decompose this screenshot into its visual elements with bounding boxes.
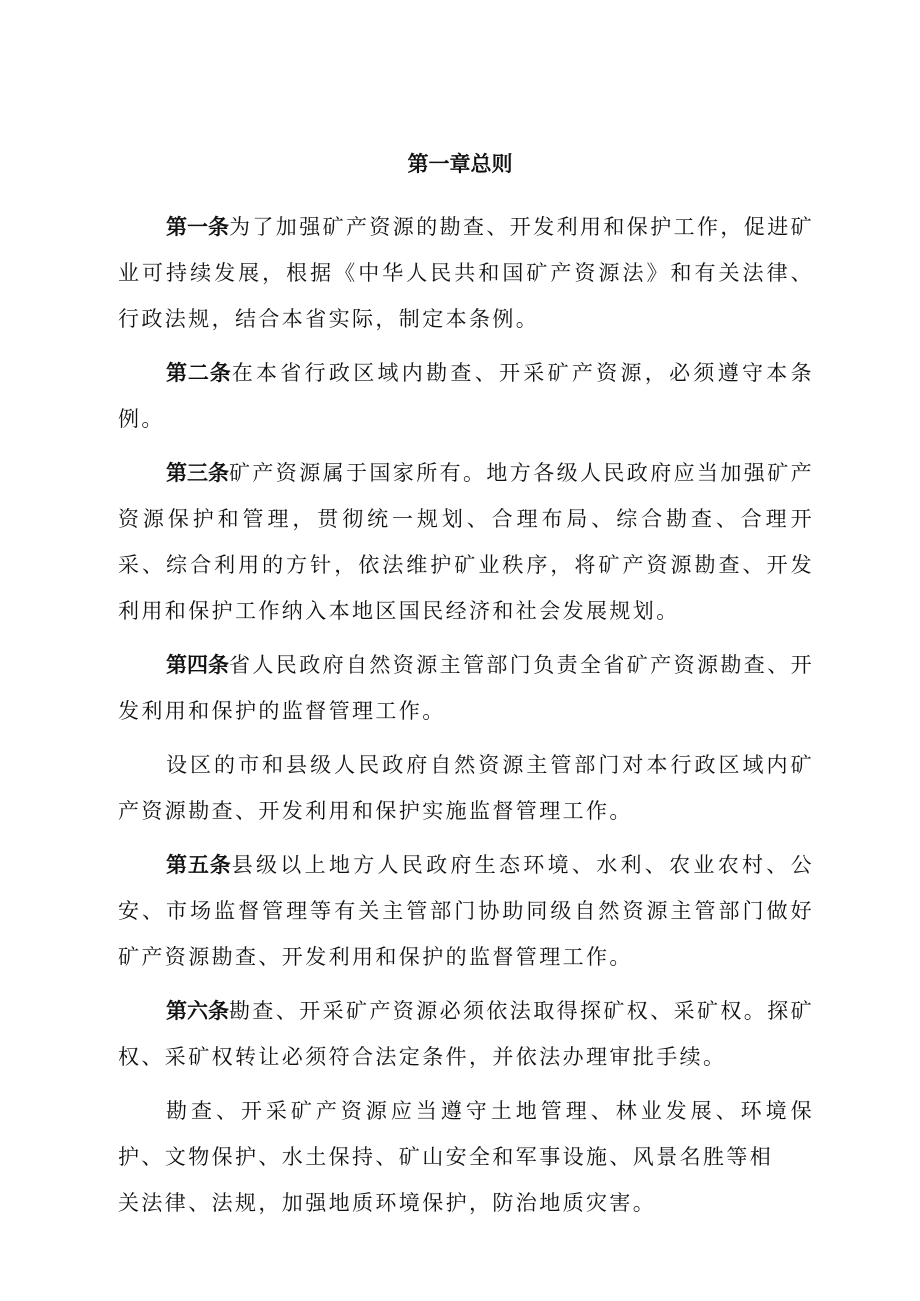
article-5 <box>118 842 814 980</box>
article-label: 第六条 <box>166 999 229 1023</box>
article-1 <box>118 204 814 342</box>
article-label: 第四条 <box>166 653 229 677</box>
article-3 <box>118 450 814 634</box>
article-text: 县级以上地方人民政府生态环境、水利、农业农村、公安、市场监督管理等有关主管部门协助同级自然资源主管部门做好矿产资源勘查、开发利用和保护的监督管理工作。 <box>118 853 814 969</box>
article-6 <box>118 988 814 1080</box>
article-4 <box>118 642 814 734</box>
article-text: 为了加强矿产资源的勘查、开发利用和保护工作，促进矿业可持续发展，根据《中华人民共和国矿产资源法》和有关法律、行政法规，结合本省实际，制定本条例。 <box>118 215 814 331</box>
document-body <box>118 204 814 1226</box>
article-6-clause-2 <box>118 1088 814 1226</box>
article-text: 在本省行政区域内勘查、开采矿产资源，必须遵守本条例。 <box>118 361 814 431</box>
article-2 <box>118 350 814 442</box>
article-4-clause-2 <box>118 742 814 834</box>
article-text: 省人民政府自然资源主管部门负责全省矿产资源勘查、开发利用和保护的监督管理工作。 <box>118 653 814 723</box>
clause-text: 设区的市和县级人民政府自然资源主管部门对本行政区域内矿产资源勘查、开发利用和保护实施监督管理工作。 <box>118 753 814 823</box>
article-label: 第五条 <box>166 853 232 877</box>
article-label: 第三条 <box>166 461 229 485</box>
article-text: 勘查、开采矿产资源必须依法取得探矿权、采矿权。探矿权、采矿权转让必须符合法定条件，并依法办理审批手续。 <box>118 999 814 1069</box>
chapter-title: 第一章总则 <box>407 152 513 176</box>
article-label: 第一条 <box>166 215 229 239</box>
clause-text-continuation: 关法律、法规，加强地质环境保护，防治地质灾害。 <box>118 1191 657 1215</box>
article-text: 矿产资源属于国家所有。地方各级人民政府应当加强矿产资源保护和管理，贯彻统一规划、合理布局、综合勘查、合理开采、综合利用的方针，依法维护矿业秩序，将矿产资源勘查、开发利用和保护工作纳入本地区国民经济和社会发展规划。 <box>118 461 814 623</box>
article-label: 第二条 <box>166 361 232 385</box>
clause-text: 勘查、开采矿产资源应当遵守土地管理、林业发展、环境保护、文物保护、水土保持、矿山安全和军事设施、风景名胜等相 <box>118 1099 814 1169</box>
